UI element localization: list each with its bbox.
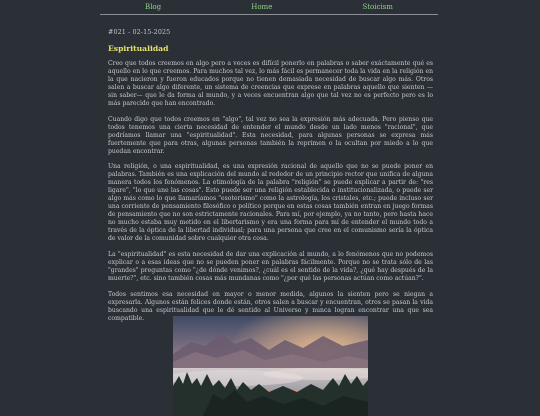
paragraph: Una religión, o una espiritualidad, es una expresión racional de aquello que no se puede poner en palabras. También es una explicación del mundo al rededor de un principio rector que unifica de alguna manera todos los fenómenos. La etimología de la palabra "religión" se puede explicar a partir de: "res ligare", "lo que une las cosas". Esto puede ser una religión establecida o institucionalizada, o puede ser algo más como lo que llamaríamos "esoterismo" como la astrología, los cristales, etc.; puede incluso ser una corriente de pensamiento filosófico o político porque en estas cosas también entran en juego formas de pensamiento que no son estrictamente racionales. Para mí, por ejemplo, ya no tanto, pero hasta hace no mucho estaba muy metido en el libertarismo y era una forma para mí de entender el mundo todo a través de la óptica de la libertad individual; para una persona que cree en el comunismo sería la óptica de valor de la comunidad sobre cualquier otra cosa. <box>108 163 433 243</box>
nav-link-blog[interactable]: Blog <box>145 3 162 11</box>
post-meta: #021 - 02-15-2025 <box>108 28 171 36</box>
post-title: Espiritualidad <box>108 44 169 53</box>
nav-link-home[interactable]: Home <box>251 3 273 11</box>
paragraph: Todos sentimos esa necesidad en mayor o menor medida, algunos la sienten pero se niegan a expresarla. Algunos están felices donde están, otros salen a buscar y encuentran, otros se pasan la vida buscando una espiritualidad que le dé sentido al Universo y nunca logran encontrar una que sea compatible. <box>108 290 433 322</box>
nav-link-stoicism[interactable]: Stoicism <box>362 3 393 11</box>
landscape-image <box>173 316 368 416</box>
paragraph: Creo que todos creemos en algo pero a veces es difícil ponerlo en palabras o saber exáctamente qué es aquello en lo que creemos. Para muchos tal vez, lo más fácil es permanecer toda la vida en la religión en la que nacieron y fueron educados porque no tienen demasiada necesidad de buscar algo más. Otros salen a buscar algo diferente, un sistema de creencias que exprese en palabras aquello que sienten —sin saber— que le da forma al mundo, y a veces encuentran algo que tal vez no es perfecto pero es lo más parecido que han encontrado. <box>108 60 433 107</box>
post-body <box>108 60 433 331</box>
landscape-illustration <box>173 316 368 416</box>
paragraph: La "espiritualidad" es esta necesidad de dar una explicación al mundo, a lo fenómenos que no podemos explicar o a esas ideas que no se pueden poner en palabras fácilmente. Porque no se trata sólo de las "grandes" preguntas como "¿de dónde venimos?, ¿cuál es el sentido de la vida?, ¿qué hay después de la muerte?", etc. sino también cosas más mundanas como "¿por qué las personas actúan como actúan?". <box>108 251 433 282</box>
paragraph: Cuando digo que todos creemos en "algo", tal vez no sea la expresión más adecuada. Pero pienso que todos tenemos una cierta necesidad de entender el mundo desde un lado menos "racional", que podríamos llamar una "espiritualidad". Esta necesidad, para algunas personas se expresa más fuertemente que para otras, algunas personas también la reprimen o la ocultan por miedo a lo que puedan encontrar. <box>108 115 433 155</box>
top-navigation <box>100 0 438 15</box>
